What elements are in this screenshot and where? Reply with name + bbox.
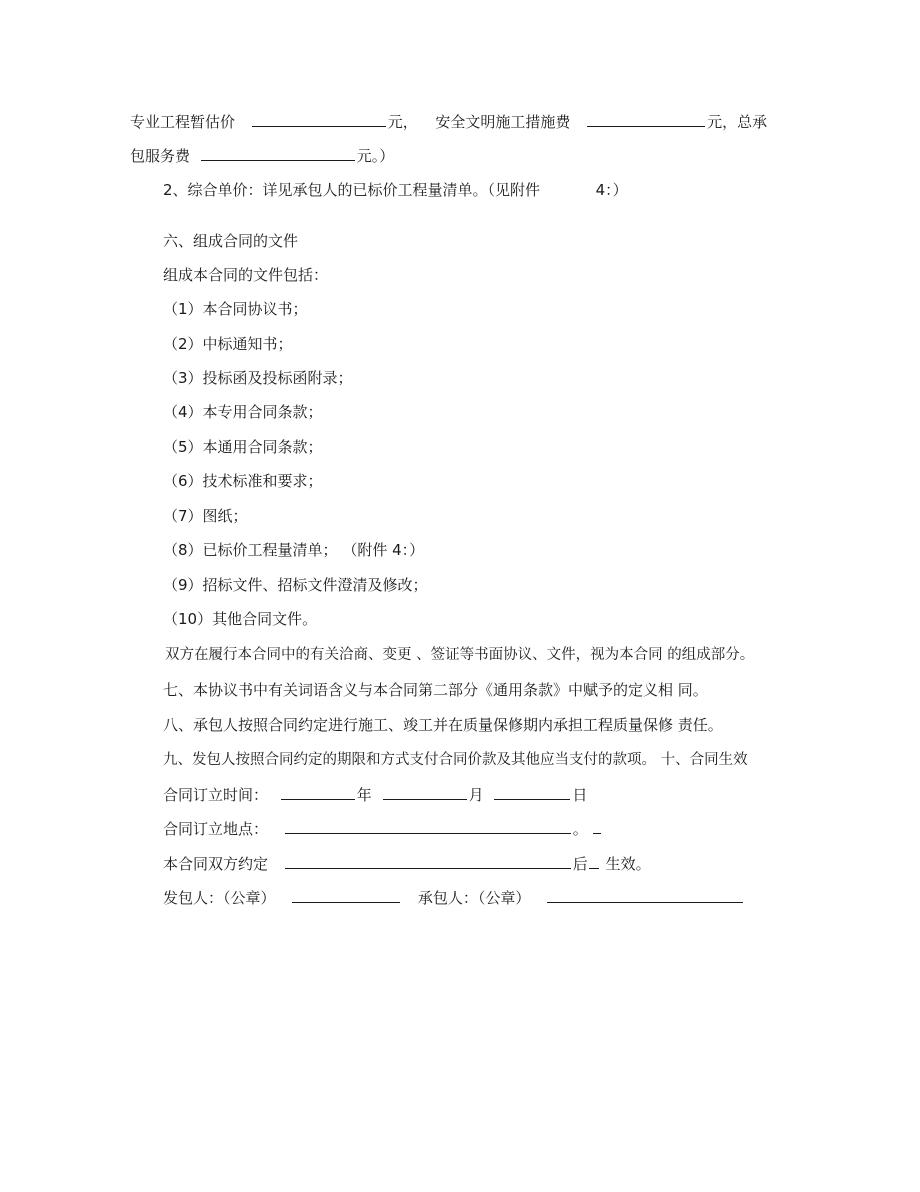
- effect-label: 本合同双方约定: [163, 855, 269, 873]
- service-fee-label: 包服务费: [130, 147, 191, 165]
- service-fee-unit: 元。）: [356, 147, 395, 165]
- unit-price-line: [163, 179, 628, 201]
- doc-item-8: （8）已标价工程量清单； （附件 4：）: [163, 541, 425, 559]
- section-8: 八、承包人按照合同约定进行施工、竣工并在质量保修期内承担工程质量保修 责任。: [163, 716, 723, 734]
- doc-item-3: （3）投标函及投标函附录；: [163, 369, 353, 387]
- fees-line-1: [130, 111, 767, 133]
- effect-tail-b: 生效。: [605, 855, 651, 873]
- service-fee-blank[interactable]: [201, 146, 355, 161]
- fees-line-2: [130, 145, 394, 167]
- effect-line: [163, 853, 651, 875]
- sign-place-tail: 。: [572, 820, 588, 838]
- sign-place-line: [163, 818, 603, 840]
- provisional-sum-blank[interactable]: [252, 112, 386, 127]
- section-6-heading: 六、组成合同的文件: [163, 232, 299, 250]
- day-label: 日: [572, 786, 588, 804]
- doc-item-10: （10）其他合同文件。: [163, 610, 318, 628]
- provisional-sum-label: 专业工程暂估价: [130, 113, 236, 131]
- section-6-closing: 双方在履行本合同中的有关洽商、变更 、签证等书面协议、文件，视为本合同 的组成部分。: [165, 647, 755, 663]
- doc-item-2: （2）中标通知书；: [163, 335, 293, 353]
- safety-fee-blank[interactable]: [587, 112, 705, 127]
- section-9: 九、发包人按照合同约定的期限和方式支付合同价款及其他应当支付的款项。 十、合同生效: [163, 752, 748, 768]
- contractor-seal-blank[interactable]: [547, 888, 743, 903]
- doc-item-7: （7）图纸；: [163, 507, 248, 525]
- provisional-sum-unit: 元，: [387, 113, 418, 131]
- effect-condition-blank[interactable]: [285, 854, 571, 869]
- employer-seal-blank[interactable]: [292, 888, 400, 903]
- place-tail-blank[interactable]: [593, 819, 601, 834]
- sign-date-label: 合同订立时间：: [163, 786, 269, 804]
- effect-tail-a: 后: [572, 855, 588, 873]
- place-blank[interactable]: [285, 819, 571, 834]
- doc-item-5: （5）本通用合同条款；: [163, 438, 323, 456]
- unit-price-tail: 4：）: [595, 181, 628, 199]
- year-label: 年: [356, 786, 372, 804]
- day-blank[interactable]: [494, 785, 570, 800]
- month-blank[interactable]: [383, 785, 467, 800]
- unit-price-text: 2、综合单价：详见承包人的已标价工程量清单。（见附件: [163, 181, 541, 199]
- doc-item-4: （4）本专用合同条款；: [163, 403, 323, 421]
- year-blank[interactable]: [281, 785, 355, 800]
- contractor-label: 承包人：（公章）: [417, 889, 531, 907]
- doc-item-6: （6）技术标准和要求；: [163, 472, 323, 490]
- doc-item-1: （1）本合同协议书；: [163, 300, 308, 318]
- month-label: 月: [468, 786, 484, 804]
- effect-gap-blank[interactable]: [589, 854, 599, 869]
- doc-item-9: （9）招标文件、招标文件澄清及修改；: [163, 576, 428, 594]
- section-6-intro: 组成本合同的文件包括：: [163, 266, 329, 284]
- parties-line: [163, 887, 745, 909]
- section-7: 七、本协议书中有关词语含义与本合同第二部分《通用条款》中赋予的定义相 同。: [163, 681, 708, 699]
- sign-place-label: 合同订立地点：: [163, 820, 269, 838]
- employer-label: 发包人：（公章）: [163, 889, 276, 907]
- safety-fee-label: 安全文明施工措施费: [435, 113, 571, 131]
- safety-fee-unit: 元，总承: [707, 113, 768, 131]
- sign-date-line: [163, 784, 587, 806]
